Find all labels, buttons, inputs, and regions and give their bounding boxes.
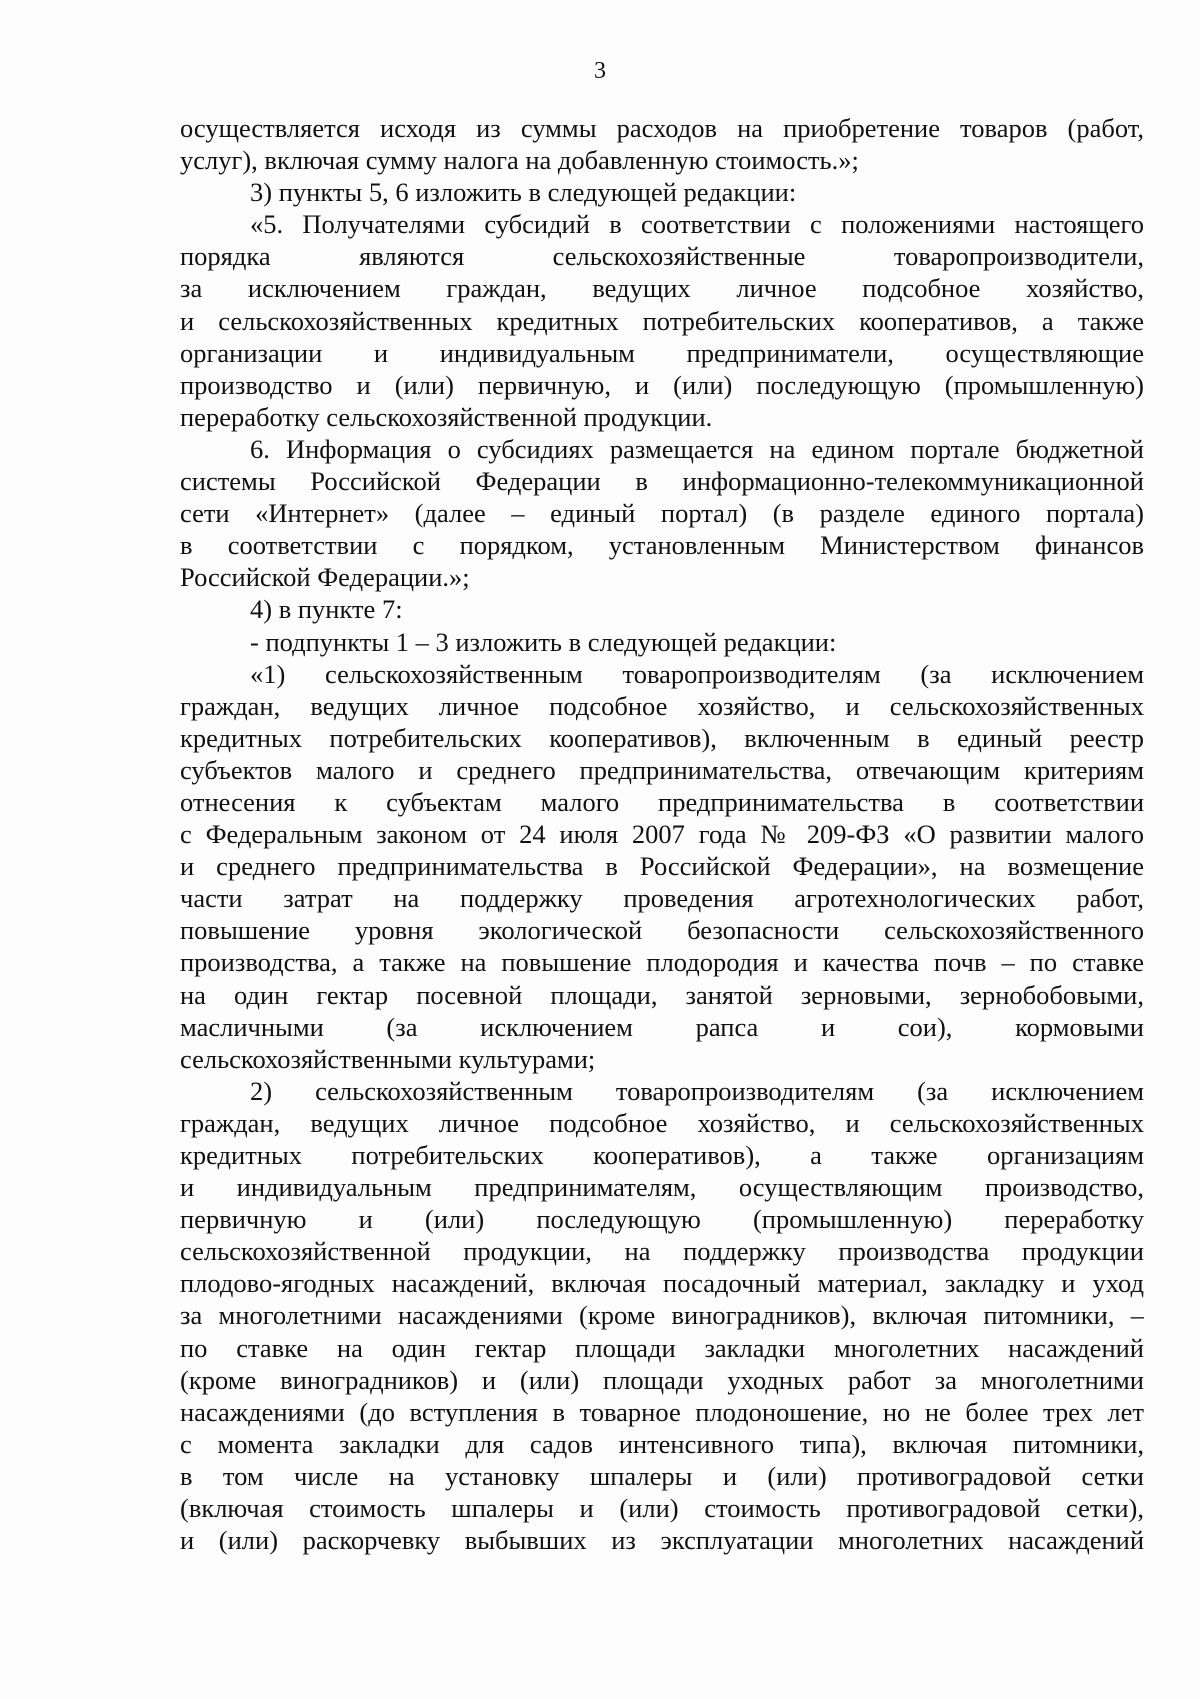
text-line: граждан, ведущих личное подсобное хозяйство, и сельскохозяйственных bbox=[180, 1107, 1144, 1138]
text-line: отнесения к субъектам малого предпринимательства в соответствии bbox=[180, 786, 1144, 817]
text-line: 6. Информация о субсидиях размещается на едином портале бюджетной bbox=[250, 433, 1144, 464]
text-line: масличными (за исключением рапса и сои), кормовыми bbox=[180, 1011, 1144, 1042]
text-line: - подпункты 1 – 3 изложить в следующей редакции: bbox=[250, 626, 837, 657]
text-line: порядка являются сельскохозяйственные товаропроизводители, bbox=[180, 241, 1144, 272]
text-line: сельскохозяйственной продукции, на поддержку производства продукции bbox=[180, 1236, 1144, 1267]
paragraph bbox=[180, 208, 1144, 433]
text-line: услуг), включая сумму налога на добавленную стоимость.»; bbox=[180, 145, 859, 176]
paragraph bbox=[180, 658, 1144, 1075]
text-line: на один гектар посевной площади, занятой зерновыми, зернобобовыми, bbox=[180, 979, 1144, 1010]
text-line: и (или) раскорчевку выбывших из эксплуатации многолетних насаждений bbox=[180, 1525, 1144, 1556]
text-line: насаждениями (до вступления в товарное плодоношение, но не более трех лет bbox=[180, 1396, 1144, 1427]
text-line: производство и (или) первичную, и (или) последующую (промышленную) bbox=[180, 369, 1144, 400]
text-line: «5. Получателями субсидий в соответствии с положениями настоящего bbox=[250, 209, 1144, 240]
text-line: и индивидуальным предпринимателям, осуществляющим производство, bbox=[180, 1172, 1144, 1203]
text-line: за многолетними насаждениями (кроме виноградников), включая питомники, – bbox=[180, 1300, 1144, 1331]
text-line: в том числе на установку шпалеры и (или) противоградовой сетки bbox=[180, 1460, 1144, 1491]
text-line: Российской Федерации.»; bbox=[180, 562, 470, 593]
text-line: плодово-ягодных насаждений, включая посадочный материал, закладку и уход bbox=[180, 1268, 1144, 1299]
text-line: 3) пункты 5, 6 изложить в следующей редакции: bbox=[250, 177, 797, 208]
text-line: за исключением граждан, ведущих личное подсобное хозяйство, bbox=[180, 273, 1144, 304]
text-line: производства, а также на повышение плодородия и качества почв – по ставке bbox=[180, 947, 1144, 978]
text-line: повышение уровня экологической безопасности сельскохозяйственного bbox=[180, 915, 1144, 946]
paragraph bbox=[180, 433, 1144, 593]
text-line: граждан, ведущих личное подсобное хозяйство, и сельскохозяйственных bbox=[180, 690, 1144, 721]
text-line: переработку сельскохозяйственной продукции. bbox=[180, 401, 713, 432]
paragraph bbox=[180, 176, 1144, 208]
text-line: и среднего предпринимательства в Российской Федерации», на возмещение bbox=[180, 851, 1144, 882]
paragraph bbox=[180, 593, 1144, 625]
text-line: с Федеральным законом от 24 июля 2007 года № 209-ФЗ «О развитии малого bbox=[180, 819, 1144, 850]
text-line: первичную и (или) последующую (промышленную) переработку bbox=[180, 1204, 1144, 1235]
text-line: системы Российской Федерации в информационно-телекоммуникационной bbox=[180, 466, 1144, 497]
text-line: осуществляется исходя из суммы расходов на приобретение товаров (работ, bbox=[180, 113, 1144, 143]
text-line: и сельскохозяйственных кредитных потребительских кооперативов, а также bbox=[180, 305, 1144, 336]
text-line: кредитных потребительских кооперативов), включенным в единый реестр bbox=[180, 722, 1144, 753]
text-line: сети «Интернет» (далее – единый портал) (в разделе единого портала) bbox=[180, 498, 1144, 529]
text-line: организации и индивидуальным предприниматели, осуществляющие bbox=[180, 337, 1144, 368]
text-line: «1) сельскохозяйственным товаропроизводителям (за исключением bbox=[250, 658, 1144, 689]
paragraph bbox=[180, 1075, 1144, 1556]
text-line: по ставке на один гектар площади закладки многолетних насаждений bbox=[180, 1332, 1144, 1363]
text-line: (кроме виноградников) и (или) площади уходных работ за многолетними bbox=[180, 1364, 1144, 1395]
text-line: (включая стоимость шпалеры и (или) стоимость противоградовой сетки), bbox=[180, 1493, 1144, 1524]
text-line: сельскохозяйственными культурами; bbox=[180, 1043, 596, 1074]
text-line: 4) в пункте 7: bbox=[250, 594, 403, 625]
paragraph bbox=[180, 112, 1144, 176]
text-line: части затрат на поддержку проведения агротехнологических работ, bbox=[180, 883, 1144, 914]
text-line: с момента закладки для садов интенсивного типа), включая питомники, bbox=[180, 1428, 1144, 1459]
text-line: 2) сельскохозяйственным товаропроизводителям (за исключением bbox=[250, 1075, 1144, 1106]
document-body bbox=[180, 112, 1144, 1556]
page-number: 3 bbox=[594, 58, 606, 84]
text-line: кредитных потребительских кооперативов), а также организациям bbox=[180, 1140, 1144, 1170]
text-line: в соответствии с порядком, установленным Министерством финансов bbox=[180, 530, 1144, 561]
text-line: субъектов малого и среднего предпринимательства, отвечающим критериям bbox=[180, 754, 1144, 785]
paragraph bbox=[180, 626, 1144, 658]
